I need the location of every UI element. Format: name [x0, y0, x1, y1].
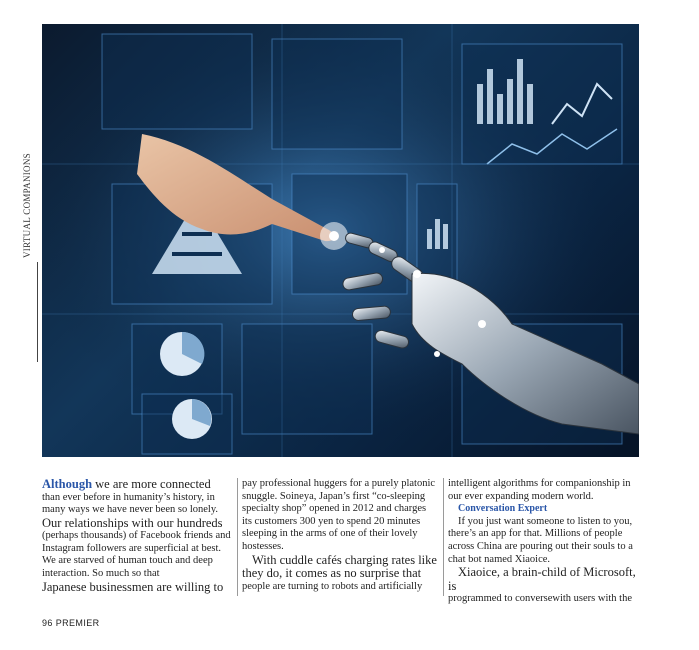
- col1-line3: Our relationships with our hundreds: [42, 515, 223, 530]
- section-subhead: Conversation Expert: [458, 503, 548, 515]
- section-label: VIRTUAL COMPANIONS: [22, 153, 32, 258]
- article-column-1: [42, 478, 232, 594]
- col3-para3a: Xiaoice, a brain-child of Microsoft, is: [448, 565, 636, 593]
- page-folio: 96 PREMIER: [42, 618, 100, 628]
- col1-line2: than ever before in humanity’s history, in many ways we have never been so lonely.: [42, 491, 219, 516]
- article-column-3: [448, 478, 642, 606]
- lead-word: Although: [42, 477, 93, 491]
- article-column-2: [242, 478, 438, 593]
- col2-para2a: With cuddle cafés charging rates like they do, it comes as no surprise that: [242, 552, 437, 581]
- col3-para3b: programmed to conversewith users with the: [448, 593, 632, 605]
- col1-line4: (perhaps thousands) of Facebook friends and Instagram followers are superficial at best. We are starved of human touch and deep interaction. So much so that: [42, 530, 231, 579]
- section-divider: [37, 262, 38, 362]
- column-rule: [443, 478, 444, 596]
- col2-para1: pay professional huggers for a purely platonic snuggle. Soineya, Japan’s first “co-sleeping specialty shop” opened in 2012 and charges its customers 300 yen to spend 20 minutes sleeping in the arms of one of their lovely hostesses.: [242, 478, 436, 552]
- col2-para2b: people are turning to robots and artificially: [242, 580, 423, 592]
- col3-para1: intelligent algorithms for companionship in our ever expanding modern world.: [448, 478, 631, 502]
- col3-para2: If you just want someone to listen to you, there’s an app for that. Millions of people across China are pouring out their souls to a chat bot named Xiaoice.: [448, 515, 633, 565]
- col1-line5: Japanese businessmen are willing to: [42, 579, 224, 594]
- column-rule: [237, 478, 238, 596]
- hero-image: [42, 24, 639, 457]
- col1-line1: we are more connected: [92, 477, 211, 491]
